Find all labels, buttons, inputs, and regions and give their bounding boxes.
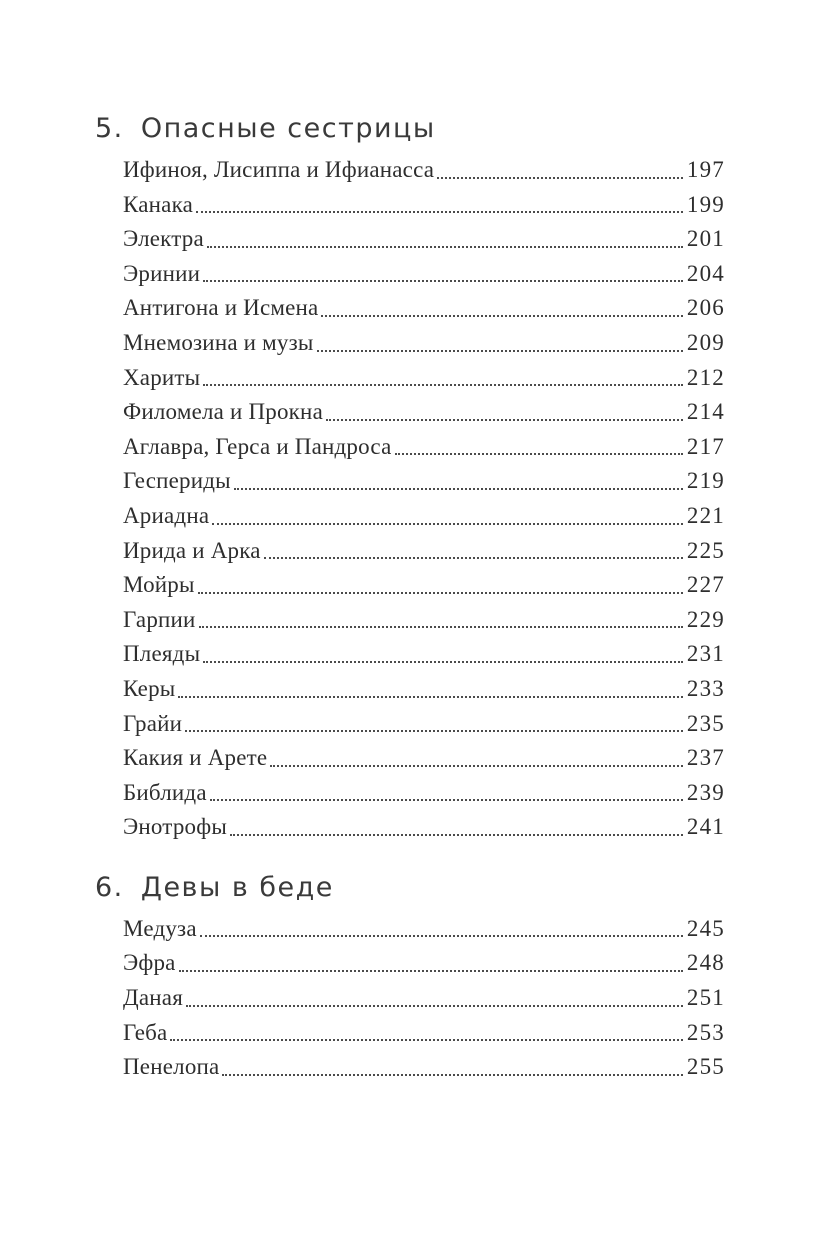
dot-leader bbox=[395, 453, 683, 455]
toc-entry[interactable] bbox=[123, 222, 725, 257]
table-of-contents bbox=[95, 112, 725, 1085]
entry-label: Геба bbox=[123, 1019, 168, 1045]
dot-leader bbox=[200, 935, 683, 937]
toc-entry[interactable] bbox=[123, 188, 725, 223]
entry-page-number: 233 bbox=[686, 675, 725, 701]
entry-label: Керы bbox=[123, 675, 176, 701]
entry-page-number: 219 bbox=[686, 468, 725, 494]
dot-leader bbox=[230, 834, 683, 836]
entry-label: Библида bbox=[123, 779, 207, 805]
entry-label: Ирида и Арка bbox=[123, 537, 261, 563]
toc-entry[interactable] bbox=[123, 257, 725, 292]
entry-page-number: 231 bbox=[686, 641, 725, 667]
toc-entry[interactable] bbox=[123, 291, 725, 326]
dot-leader bbox=[203, 384, 683, 386]
entry-page-number: 235 bbox=[686, 710, 725, 736]
entry-label: Аглавра, Герса и Пандроса bbox=[123, 433, 392, 459]
entry-page-number: 221 bbox=[686, 502, 725, 528]
section-number: 6. bbox=[95, 871, 134, 903]
toc-section bbox=[95, 112, 725, 845]
toc-entry[interactable] bbox=[123, 741, 725, 776]
section-title: Девы в беде bbox=[140, 871, 334, 903]
entry-label: Плеяды bbox=[123, 641, 201, 667]
entry-label: Гарпии bbox=[123, 606, 196, 632]
entry-label: Антигона и Исмена bbox=[123, 295, 319, 321]
toc-entry[interactable] bbox=[123, 603, 725, 638]
entry-label: Геспериды bbox=[123, 468, 231, 494]
entry-page-number: 209 bbox=[686, 329, 725, 355]
entry-label: Ариадна bbox=[123, 502, 210, 528]
section-heading bbox=[95, 871, 725, 905]
section-number: 5. bbox=[95, 113, 134, 144]
section-entries bbox=[123, 153, 725, 845]
toc-entry[interactable] bbox=[123, 946, 725, 981]
toc-entry[interactable] bbox=[123, 568, 725, 603]
dot-leader bbox=[203, 280, 683, 282]
entry-page-number: 212 bbox=[686, 364, 725, 390]
entry-page-number: 251 bbox=[686, 985, 725, 1011]
dot-leader bbox=[321, 315, 682, 317]
entry-label: Эринии bbox=[123, 260, 201, 286]
toc-entry[interactable] bbox=[123, 153, 725, 188]
section-entries bbox=[123, 912, 725, 1085]
toc-entry[interactable] bbox=[123, 672, 725, 707]
entry-page-number: 253 bbox=[686, 1019, 725, 1045]
dot-leader bbox=[196, 211, 683, 213]
entry-label: Канака bbox=[123, 191, 193, 217]
entry-label: Медуза bbox=[123, 915, 197, 941]
entry-page-number: 199 bbox=[686, 191, 725, 217]
dot-leader bbox=[198, 592, 683, 594]
entry-label: Пенелопа bbox=[123, 1054, 220, 1080]
toc-entry[interactable] bbox=[123, 912, 725, 947]
entry-page-number: 214 bbox=[686, 399, 725, 425]
entry-page-number: 201 bbox=[686, 226, 725, 252]
entry-page-number: 255 bbox=[686, 1054, 725, 1080]
entry-label: Хариты bbox=[123, 364, 201, 390]
entry-page-number: 227 bbox=[686, 572, 725, 598]
dot-leader bbox=[178, 696, 682, 698]
entry-page-number: 229 bbox=[686, 606, 725, 632]
entry-page-number: 204 bbox=[686, 260, 725, 286]
toc-entry[interactable] bbox=[123, 1016, 725, 1051]
dot-leader bbox=[199, 626, 683, 628]
toc-entry[interactable] bbox=[123, 499, 725, 534]
entry-page-number: 217 bbox=[686, 433, 725, 459]
dot-leader bbox=[437, 177, 683, 179]
section-title: Опасные сестрицы bbox=[140, 113, 436, 144]
toc-section bbox=[95, 871, 725, 1085]
entry-label: Даная bbox=[123, 985, 183, 1011]
dot-leader bbox=[212, 523, 683, 525]
toc-entry[interactable] bbox=[123, 810, 725, 845]
entry-page-number: 237 bbox=[686, 745, 725, 771]
dot-leader bbox=[207, 246, 683, 248]
toc-entry[interactable] bbox=[123, 534, 725, 569]
entry-page-number: 225 bbox=[686, 537, 725, 563]
toc-entry[interactable] bbox=[123, 776, 725, 811]
dot-leader bbox=[210, 799, 683, 801]
toc-entry[interactable] bbox=[123, 637, 725, 672]
dot-leader bbox=[326, 419, 683, 421]
toc-entry[interactable] bbox=[123, 326, 725, 361]
dot-leader bbox=[234, 488, 683, 490]
entry-label: Эфра bbox=[123, 950, 176, 976]
dot-leader bbox=[170, 1039, 682, 1041]
toc-entry[interactable] bbox=[123, 395, 725, 430]
entry-page-number: 206 bbox=[686, 295, 725, 321]
dot-leader bbox=[317, 350, 683, 352]
entry-label: Электра bbox=[123, 226, 204, 252]
entry-label: Энотрофы bbox=[123, 814, 227, 840]
entry-page-number: 248 bbox=[686, 950, 725, 976]
toc-entry[interactable] bbox=[123, 430, 725, 465]
entry-label: Ифиноя, Лисиппа и Ифианасса bbox=[123, 157, 435, 182]
entry-label: Грайи bbox=[123, 710, 183, 736]
dot-leader bbox=[203, 661, 683, 663]
entry-label: Мнемозина и музы bbox=[123, 329, 314, 355]
entry-page-number: 245 bbox=[686, 915, 725, 941]
dot-leader bbox=[264, 557, 683, 559]
entry-page-number: 239 bbox=[686, 779, 725, 805]
entry-label: Какия и Арете bbox=[123, 745, 268, 771]
entry-page-number: 241 bbox=[686, 814, 725, 840]
toc-entry[interactable] bbox=[123, 464, 725, 499]
entry-page-number: 197 bbox=[686, 157, 725, 182]
dot-leader bbox=[270, 765, 683, 767]
toc-entry[interactable] bbox=[123, 1050, 725, 1085]
dot-leader bbox=[186, 1005, 683, 1007]
toc-entry[interactable] bbox=[123, 361, 725, 396]
toc-entry[interactable] bbox=[123, 981, 725, 1016]
entry-label: Филомела и Прокна bbox=[123, 399, 323, 425]
section-heading bbox=[95, 112, 725, 146]
dot-leader bbox=[185, 730, 683, 732]
dot-leader bbox=[179, 970, 683, 972]
toc-entry[interactable] bbox=[123, 707, 725, 742]
dot-leader bbox=[222, 1074, 682, 1076]
entry-label: Мойры bbox=[123, 572, 195, 598]
